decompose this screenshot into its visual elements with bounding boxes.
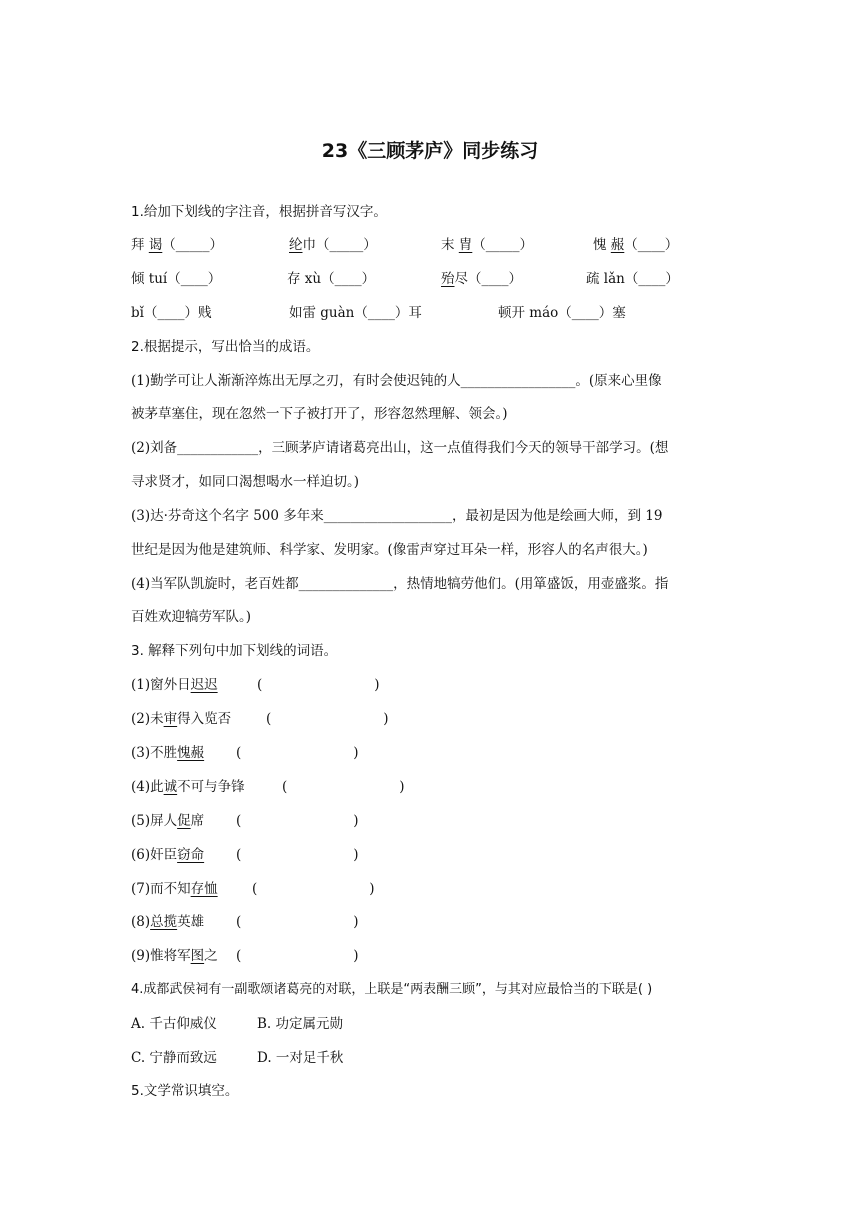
answer-parens: ( ) xyxy=(257,677,380,693)
answer-parens: ( ) xyxy=(236,847,359,863)
q1-item: bǐ（____）贱 xyxy=(131,305,212,321)
q1-item: 顿开 máo（____）塞 xyxy=(498,305,626,321)
q2-line: 百姓欢迎犒劳军队。) xyxy=(131,609,252,625)
q3-item: (8)总揽英雄 xyxy=(131,914,205,930)
answer-parens: ( ) xyxy=(266,711,389,727)
q2-line: (4)当军队凯旋时，老百姓都______________，热情地犒劳他们。(用箪盛饭，用壶盛浆。指 xyxy=(131,576,669,592)
answer-parens: ( ) xyxy=(282,779,405,795)
q3-item: (9)惟将军图之 xyxy=(131,948,218,964)
option-d: D. 一对足千秋 xyxy=(257,1050,344,1066)
q2-line: 寻求贤才，如同口渴想喝水一样迫切。) xyxy=(131,474,360,490)
q3-item: (3)不胜愧赧 xyxy=(131,745,205,761)
q1-heading: 1.给加下划线的字注音，根据拼音写汉字。 xyxy=(131,204,387,220)
answer-parens: ( ) xyxy=(236,745,359,761)
answer-parens: ( ) xyxy=(236,914,359,930)
q2-line: 世纪是因为他是建筑师、科学家、发明家。(像雷声穿过耳朵一样，形容人的名声很大。) xyxy=(131,542,648,558)
answer-parens: ( ) xyxy=(252,881,375,897)
q1-item: 殆尽（____） xyxy=(441,271,522,287)
answer-parens: ( ) xyxy=(236,813,359,829)
q3-item: (2)未审得入览否 xyxy=(131,711,232,727)
page-title: 23《三顾茅庐》同步练习 xyxy=(321,140,539,162)
q1-item: 疏 lǎn（____） xyxy=(586,271,679,287)
answer-parens: ( ) xyxy=(236,948,359,964)
q2-line: (2)刘备____________，三顾茅庐请诸葛亮出山，这一点值得我们今天的领导干部学习。(想 xyxy=(131,440,669,456)
q2-line: (3)达·芬奇这个名字 500 多年来___________________，最初是因为他是绘画大师，到 19 xyxy=(131,508,663,524)
q1-item: 如雷 guàn（____）耳 xyxy=(289,305,422,321)
q3-item: (6)奸臣窃命 xyxy=(131,847,205,863)
q3-item: (4)此诚不可与争锋 xyxy=(131,779,245,795)
q1-item: 拜 谒（_____） xyxy=(131,237,224,253)
q4-heading: 4.成都武侯祠有一副歌颂诸葛亮的对联，上联是“两表酬三顾”，与其对应最恰当的下联是( ) xyxy=(131,982,653,997)
q1-item: 末 胄（_____） xyxy=(441,237,534,253)
q2-heading: 2.根据提示，写出恰当的成语。 xyxy=(131,339,320,355)
q3-heading: 3. 解释下列句中加下划线的词语。 xyxy=(131,643,338,659)
q3-item: (1)窗外日迟迟 xyxy=(131,677,218,693)
q1-item: 倾 tuí（____） xyxy=(131,271,222,287)
q1-item: 纶巾（_____） xyxy=(289,237,377,253)
q3-item: (5)屏人促席 xyxy=(131,813,205,829)
option-b: B. 功定属元勋 xyxy=(257,1016,344,1032)
q2-line: 被茅草塞住，现在忽然一下子被打开了，形容忽然理解、领会。) xyxy=(131,406,508,422)
q3-item: (7)而不知存恤 xyxy=(131,881,218,897)
option-a: A. 千古仰威仪 xyxy=(131,1016,217,1032)
q2-line: (1)勤学可让人渐渐淬炼出无厚之刃，有时会使迟钝的人_________________。(原来心里像 xyxy=(131,373,662,389)
q1-item: 愧 赧（____） xyxy=(593,237,679,253)
option-c: C. 宁静而致远 xyxy=(131,1050,217,1066)
q1-item: 存 xù（____） xyxy=(287,271,376,287)
q5-heading: 5.文学常识填空。 xyxy=(131,1083,239,1099)
